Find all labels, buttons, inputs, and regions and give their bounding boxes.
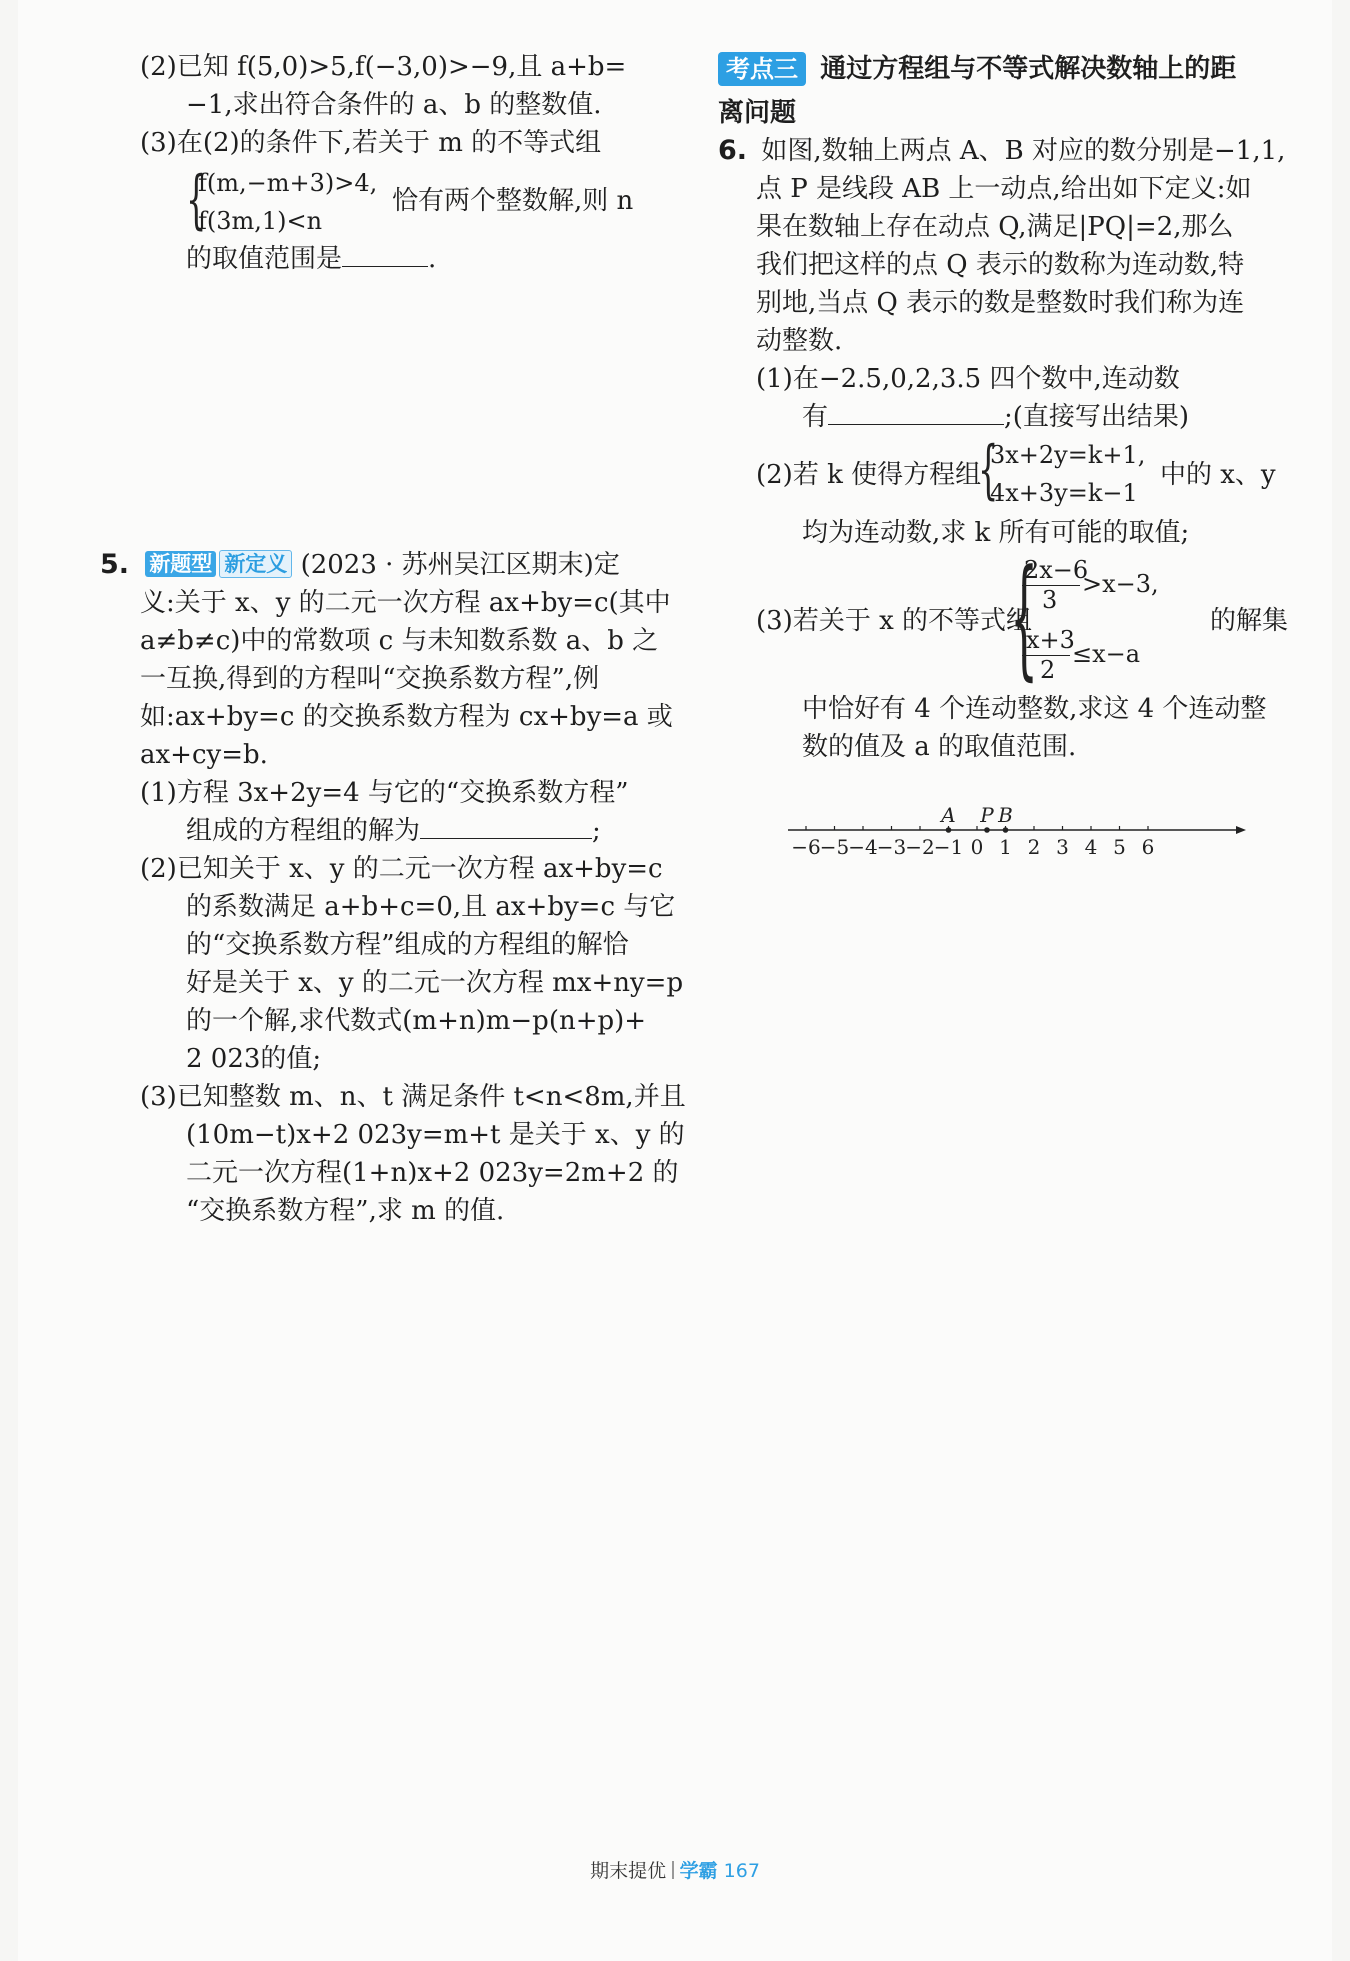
point-label-p: P: [980, 803, 994, 827]
q5-part1-line2: 组成的方程组的解为 ;: [186, 816, 601, 846]
topic-tag: 考点三: [718, 52, 806, 86]
q4-part3-tail: 恰有两个整数解,则 n: [392, 186, 634, 216]
q4-part3-range-label: 的取值范围是: [186, 244, 343, 274]
q6-line1: [718, 134, 1285, 168]
q5-part1-line1: (1)方程 3x+2y=4 与它的“交换系数方程”: [140, 778, 629, 808]
q5-part3-line3: 二元一次方程(1+n)x+2 023y=2m+2 的: [186, 1158, 679, 1188]
q6-part3-line2: 中恰好有 4 个连动整数,求这 4 个连动整: [802, 694, 1267, 724]
q6-line6: 动整数.: [756, 326, 843, 356]
topic-title-line2: 离问题: [718, 98, 797, 128]
tick-label: −4: [848, 835, 878, 859]
new-definition-badge: 新定义: [219, 550, 292, 578]
q6-line2: 点 P 是线段 AB 上一动点,给出如下定义:如: [756, 174, 1252, 204]
point-p: [984, 827, 990, 833]
book-title: 期末提优: [590, 1860, 667, 1882]
q6-part3-relation1: >x−3,: [1082, 570, 1159, 598]
tick-label: −3: [876, 835, 907, 859]
q6-part1-line1: (1)在−2.5,0,2,3.5 四个数中,连动数: [756, 364, 1180, 394]
tick-label: 2: [1027, 835, 1041, 859]
number-line-arrow: [1236, 826, 1246, 834]
tick-label: 3: [1056, 835, 1069, 859]
q6-part3-numerator2: x+3: [1026, 626, 1075, 654]
q4-part3-line3: 的取值范围是 .: [186, 244, 437, 274]
point-label-b: B: [998, 803, 1013, 827]
q5-part2-line1: (2)已知关于 x、y 的二元一次方程 ax+by=c: [140, 854, 663, 884]
q6-part1-line2: [802, 400, 1189, 434]
q6-part1-prefix: 有: [802, 402, 829, 432]
point-a: [946, 827, 952, 833]
page-number: 167: [723, 1860, 760, 1882]
q6-line1-text: 如图,数轴上两点 A、B 对应的数分别是−1,1,: [761, 136, 1286, 166]
tick-label: 6: [1141, 835, 1155, 859]
q6-part2-head: (2)若 k 使得方程组: [756, 460, 982, 490]
answer-blank: [342, 242, 428, 267]
q6-line3: 果在数轴上存在动点 Q,满足|PQ|=2,那么: [756, 212, 1234, 242]
q5-line5: 如:ax+by=c 的交换系数方程为 cx+by=a 或: [140, 702, 673, 732]
page: [18, 0, 1332, 1961]
q6-part3-head: (3)若关于 x 的不等式组: [756, 606, 1033, 636]
q5-line3: a≠b≠c)中的常数项 c 与未知数系数 a、b 之: [140, 626, 659, 656]
q4-part3-inequality2: f(3m,1)<n: [198, 207, 323, 235]
q6-part3-denominator1: 3: [1042, 586, 1058, 614]
brand-name: 学霸: [679, 1860, 718, 1882]
q5-line4: 一互换,得到的方程叫“交换系数方程”,例: [140, 664, 600, 694]
point-label-a: A: [941, 803, 956, 827]
q4-part3-inequality1: f(m,−m+3)>4,: [198, 169, 378, 197]
q5-part2-line4: 好是关于 x、y 的二元一次方程 mx+ny=p: [186, 968, 684, 998]
q6-line5: 别地,当点 Q 表示的数是整数时我们称为连: [756, 288, 1245, 318]
q5-part2-line6: 2 023的值;: [186, 1044, 322, 1074]
q4-part3-line1: (3)在(2)的条件下,若关于 m 的不等式组: [140, 128, 602, 158]
q6-part3-denominator2: 2: [1040, 656, 1056, 684]
q6-number: 6.: [718, 135, 748, 166]
answer-blank: [828, 400, 1004, 425]
q6-part2-tail: 中的 x、y: [1160, 460, 1276, 490]
answer-blank: [420, 814, 592, 839]
point-b: [1003, 827, 1009, 833]
q5-line6: ax+cy=b.: [140, 740, 268, 770]
q5-part1-label: 组成的方程组的解为: [186, 816, 421, 846]
tick-label: −1: [933, 835, 964, 859]
tick-label: −5: [819, 835, 850, 859]
q5-line2: 义:关于 x、y 的二元一次方程 ax+by=c(其中: [140, 588, 671, 618]
number-line-figure: [788, 800, 1268, 870]
topic-header: [718, 52, 1236, 86]
q5-part2-line3: 的“交换系数方程”组成的方程组的解恰: [186, 930, 629, 960]
tick-label: 5: [1113, 835, 1126, 859]
system-brace: {: [1010, 541, 1039, 693]
footer-divider: [672, 1861, 674, 1879]
system-brace: {: [186, 163, 207, 237]
q6-part3-tail: 的解集: [1210, 606, 1289, 636]
q6-part3-relation2: ≤x−a: [1072, 640, 1141, 668]
new-type-badge: 新题型: [145, 551, 216, 577]
q6-part2-equation1: 3x+2y=k+1,: [990, 441, 1146, 469]
q6-line4: 我们把这样的点 Q 表示的数称为连动数,特: [756, 250, 1245, 280]
q5-source: (2023 · 苏州吴江区期末)定: [300, 550, 620, 580]
q6-part2-line2: 均为连动数,求 k 所有可能的取值;: [802, 518, 1190, 548]
q5-part3-line2: (10m−t)x+2 023y=m+t 是关于 x、y 的: [186, 1120, 685, 1150]
tick-label: 4: [1084, 835, 1098, 859]
q6-part3-line3: 数的值及 a 的取值范围.: [802, 732, 1077, 762]
system-brace: {: [978, 433, 999, 507]
q4-part2-line1: (2)已知 f(5,0)>5,f(−3,0)>−9,且 a+b=: [140, 52, 627, 82]
topic-title-line1: 通过方程组与不等式解决数轴上的距: [820, 54, 1237, 84]
q4-part2-line2: −1,求出符合条件的 a、b 的整数值.: [186, 90, 602, 120]
q6-part1-suffix: ;(直接写出结果): [1004, 402, 1190, 432]
tick-label: −2: [905, 835, 935, 859]
tick-label: 1: [999, 835, 1012, 859]
q5-number: 5.: [100, 549, 130, 580]
tick-label: 0: [970, 835, 984, 859]
tick-label: −6: [791, 835, 821, 859]
q5-part3-line4: “交换系数方程”,求 m 的值.: [186, 1196, 505, 1226]
q5-part2-line5: 的一个解,求代数式(m+n)m−p(n+p)+: [186, 1006, 647, 1036]
q5-header: [100, 548, 620, 582]
page-footer: [18, 1856, 1332, 1883]
q5-part3-line1: (3)已知整数 m、n、t 满足条件 t<n<8m,并且: [140, 1082, 686, 1112]
q6-part3-numerator1: 2x−6: [1024, 556, 1089, 584]
q5-part2-line2: 的系数满足 a+b+c=0,且 ax+by=c 与它: [186, 892, 676, 922]
q6-part2-equation2: 4x+3y=k−1: [990, 479, 1138, 507]
